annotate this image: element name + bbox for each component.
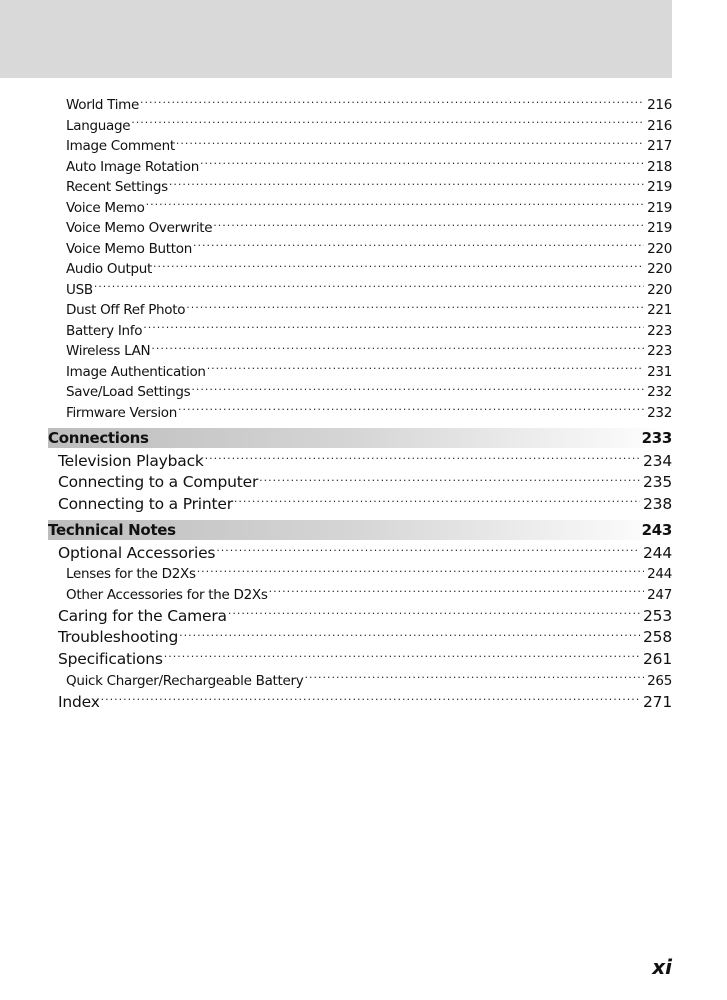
dot-leader xyxy=(197,565,644,579)
entry-title: World Time xyxy=(66,97,140,113)
entry-page: 223 xyxy=(647,322,672,339)
toc-entry[interactable] xyxy=(48,157,672,178)
dot-leader xyxy=(193,239,644,253)
section-title: Technical Notes xyxy=(48,521,176,540)
toc-entry[interactable] xyxy=(48,627,672,649)
toc-entry[interactable] xyxy=(48,218,672,239)
dot-leader xyxy=(191,383,644,397)
toc-entry[interactable] xyxy=(48,450,672,472)
entry-title: Specifications xyxy=(58,650,163,669)
entry-page: 265 xyxy=(647,672,672,689)
entry-title: Television Playback xyxy=(58,451,204,470)
entry-page: 220 xyxy=(647,281,672,298)
toc-entry[interactable] xyxy=(48,280,672,301)
entry-title: Battery Info xyxy=(66,322,143,339)
toc-entry[interactable] xyxy=(48,472,672,494)
entry-title: USB xyxy=(66,281,93,298)
entry-page: 220 xyxy=(647,240,672,257)
toc-entry[interactable] xyxy=(48,494,672,516)
dot-leader xyxy=(140,96,644,110)
entry-title: Voice Memo xyxy=(66,199,145,216)
entry-title: Firmware Version xyxy=(66,404,178,421)
page-number: xi xyxy=(652,955,672,979)
entry-title: Voice Memo Overwrite xyxy=(66,220,213,236)
entry-page: 217 xyxy=(647,138,672,154)
dot-leader xyxy=(259,472,640,488)
toc-entry[interactable] xyxy=(48,671,672,692)
entry-title: Lenses for the D2Xs xyxy=(66,566,196,583)
entry-page: 232 xyxy=(647,404,672,421)
dot-leader xyxy=(213,219,644,233)
entry-title: Troubleshooting xyxy=(58,628,179,647)
dot-leader xyxy=(200,157,644,171)
section-heading[interactable] xyxy=(48,428,672,448)
dot-leader xyxy=(164,649,640,665)
entry-page: 235 xyxy=(643,473,672,492)
entry-page: 219 xyxy=(647,179,672,195)
toc-entry[interactable] xyxy=(48,136,672,157)
toc-entry[interactable] xyxy=(48,116,672,137)
entry-title: Audio Output xyxy=(66,261,152,277)
dot-leader xyxy=(143,321,644,335)
dot-leader xyxy=(216,542,640,558)
dot-leader xyxy=(205,450,640,466)
toc-entry[interactable] xyxy=(48,403,672,424)
dot-leader xyxy=(186,301,644,315)
entry-page: 223 xyxy=(647,343,672,359)
entry-page: 238 xyxy=(643,495,672,514)
toc-entry[interactable] xyxy=(48,362,672,383)
section-heading[interactable] xyxy=(48,520,672,540)
header-band xyxy=(0,0,672,78)
entry-page: 244 xyxy=(647,566,672,583)
dot-leader xyxy=(101,691,640,707)
toc-entry[interactable] xyxy=(48,198,672,219)
entry-page: 234 xyxy=(643,451,672,470)
dot-leader xyxy=(269,585,645,599)
entry-title: Save/Load Settings xyxy=(66,384,191,400)
entry-title: Language xyxy=(66,117,131,134)
entry-title: Dust Off Ref Photo xyxy=(66,302,186,318)
toc-entry[interactable] xyxy=(48,341,672,362)
entry-title: Connecting to a Computer xyxy=(58,473,259,492)
dot-leader xyxy=(169,178,644,192)
toc-entry[interactable] xyxy=(48,239,672,260)
entry-title: Recent Settings xyxy=(66,179,168,195)
dot-leader xyxy=(178,403,644,417)
section-title: Connections xyxy=(48,429,149,447)
entry-title: Caring for the Camera xyxy=(58,606,227,625)
dot-leader xyxy=(153,260,644,274)
dot-leader xyxy=(151,342,644,356)
entry-title: Voice Memo Button xyxy=(66,240,192,257)
entry-page: 271 xyxy=(643,692,672,711)
dot-leader xyxy=(131,116,644,130)
entry-page: 219 xyxy=(647,220,672,236)
entry-title: Image Authentication xyxy=(66,363,206,380)
table-of-contents xyxy=(48,95,672,713)
entry-title: Connecting to a Printer xyxy=(58,495,233,514)
toc-entry[interactable] xyxy=(48,177,672,198)
entry-page: 247 xyxy=(647,586,672,603)
dot-leader xyxy=(146,198,645,212)
dot-leader xyxy=(94,280,644,294)
entry-title: Other Accessories for the D2Xs xyxy=(66,586,268,603)
dot-leader xyxy=(207,362,644,376)
section-page: 233 xyxy=(641,429,672,447)
entry-title: Index xyxy=(58,692,100,711)
toc-entry[interactable] xyxy=(48,542,672,564)
entry-page: 261 xyxy=(643,650,672,669)
dot-leader xyxy=(304,671,644,685)
toc-entry[interactable] xyxy=(48,649,672,671)
toc-entry[interactable] xyxy=(48,259,672,280)
toc-entry[interactable] xyxy=(48,95,672,116)
entry-title: Wireless LAN xyxy=(66,343,151,359)
entry-page: 258 xyxy=(643,628,672,647)
toc-entry[interactable] xyxy=(48,585,672,606)
entry-page: 221 xyxy=(647,302,672,318)
dot-leader xyxy=(234,494,640,510)
entry-title: Quick Charger/Rechargeable Battery xyxy=(66,672,304,689)
dot-leader xyxy=(228,605,640,621)
entry-title: Image Comment xyxy=(66,138,175,154)
toc-entry[interactable] xyxy=(48,300,672,321)
entry-page: 216 xyxy=(647,97,672,113)
toc-entry[interactable] xyxy=(48,382,672,403)
entry-title: Auto Image Rotation xyxy=(66,158,199,175)
entry-title: Optional Accessories xyxy=(58,543,216,562)
section-page: 243 xyxy=(641,521,672,540)
toc-entry[interactable] xyxy=(48,691,672,713)
toc-entry[interactable] xyxy=(48,605,672,627)
entry-page: 231 xyxy=(647,363,672,380)
dot-leader xyxy=(179,627,640,643)
entry-page: 253 xyxy=(643,606,672,625)
entry-page: 216 xyxy=(647,117,672,134)
toc-entry[interactable] xyxy=(48,564,672,585)
entry-page: 244 xyxy=(643,543,672,562)
toc-entry[interactable] xyxy=(48,321,672,342)
dot-leader xyxy=(176,137,644,151)
entry-page: 218 xyxy=(647,158,672,175)
entry-page: 220 xyxy=(647,261,672,277)
entry-page: 219 xyxy=(647,199,672,216)
entry-page: 232 xyxy=(647,384,672,400)
